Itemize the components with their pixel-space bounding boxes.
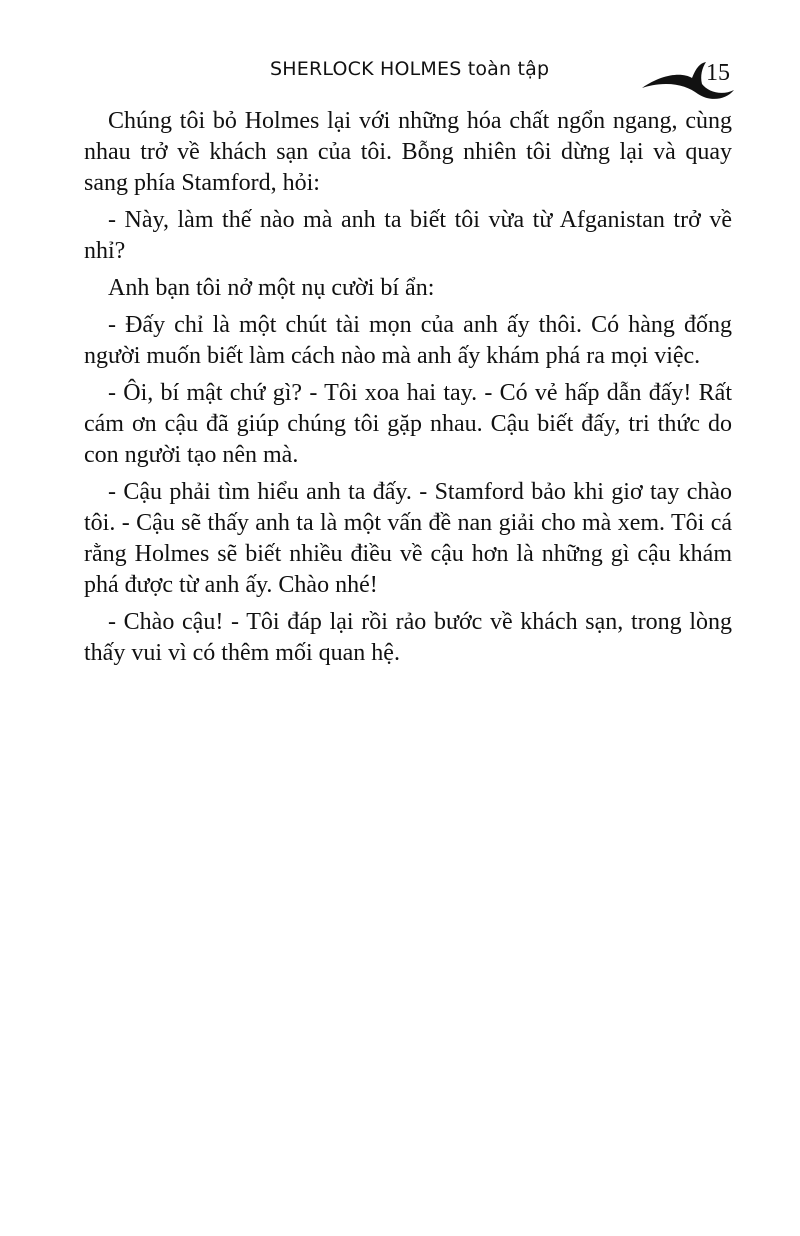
running-header-title: SHERLOCK HOLMES toàn tập — [270, 58, 550, 80]
paragraph: - Cậu phải tìm hiểu anh ta đấy. - Stamford bảo khi giơ tay chào tôi. - Cậu sẽ thấy anh ta là một vấn đề nan giải cho mà xem. Tôi cá rằng Holmes sẽ biết nhiều điều về cậu hơn là những gì cậu khám phá được từ anh ấy. Chào nhé! — [84, 479, 732, 598]
paragraph: Chúng tôi bỏ Holmes lại với những hóa chất ngổn ngang, cùng nhau trở về khách sạn của tôi. Bỗng nhiên tôi dừng lại và quay sang phía Stamford, hỏi: — [84, 108, 732, 196]
paragraph: - Này, làm thế nào mà anh ta biết tôi vừa từ Afganistan trở về nhỉ? — [84, 207, 732, 264]
paragraph: - Ôi, bí mật chứ gì? - Tôi xoa hai tay. - Có vẻ hấp dẫn đấy! Rất cám ơn cậu đã giúp chúng tôi gặp nhau. Cậu biết đấy, tri thức do con người tạo nên mà. — [84, 380, 732, 468]
paragraph: - Chào cậu! - Tôi đáp lại rồi rảo bước về khách sạn, trong lòng thấy vui vì có thêm mối quan hệ. — [84, 609, 732, 666]
paragraph: Anh bạn tôi nở một nụ cười bí ẩn: — [108, 275, 435, 301]
paragraph: - Đấy chỉ là một chút tài mọn của anh ấy thôi. Có hàng đống người muốn biết làm cách nào mà anh ấy khám phá ra mọi việc. — [84, 312, 732, 369]
body-text — [84, 106, 732, 675]
page-number: 15 — [706, 60, 730, 86]
